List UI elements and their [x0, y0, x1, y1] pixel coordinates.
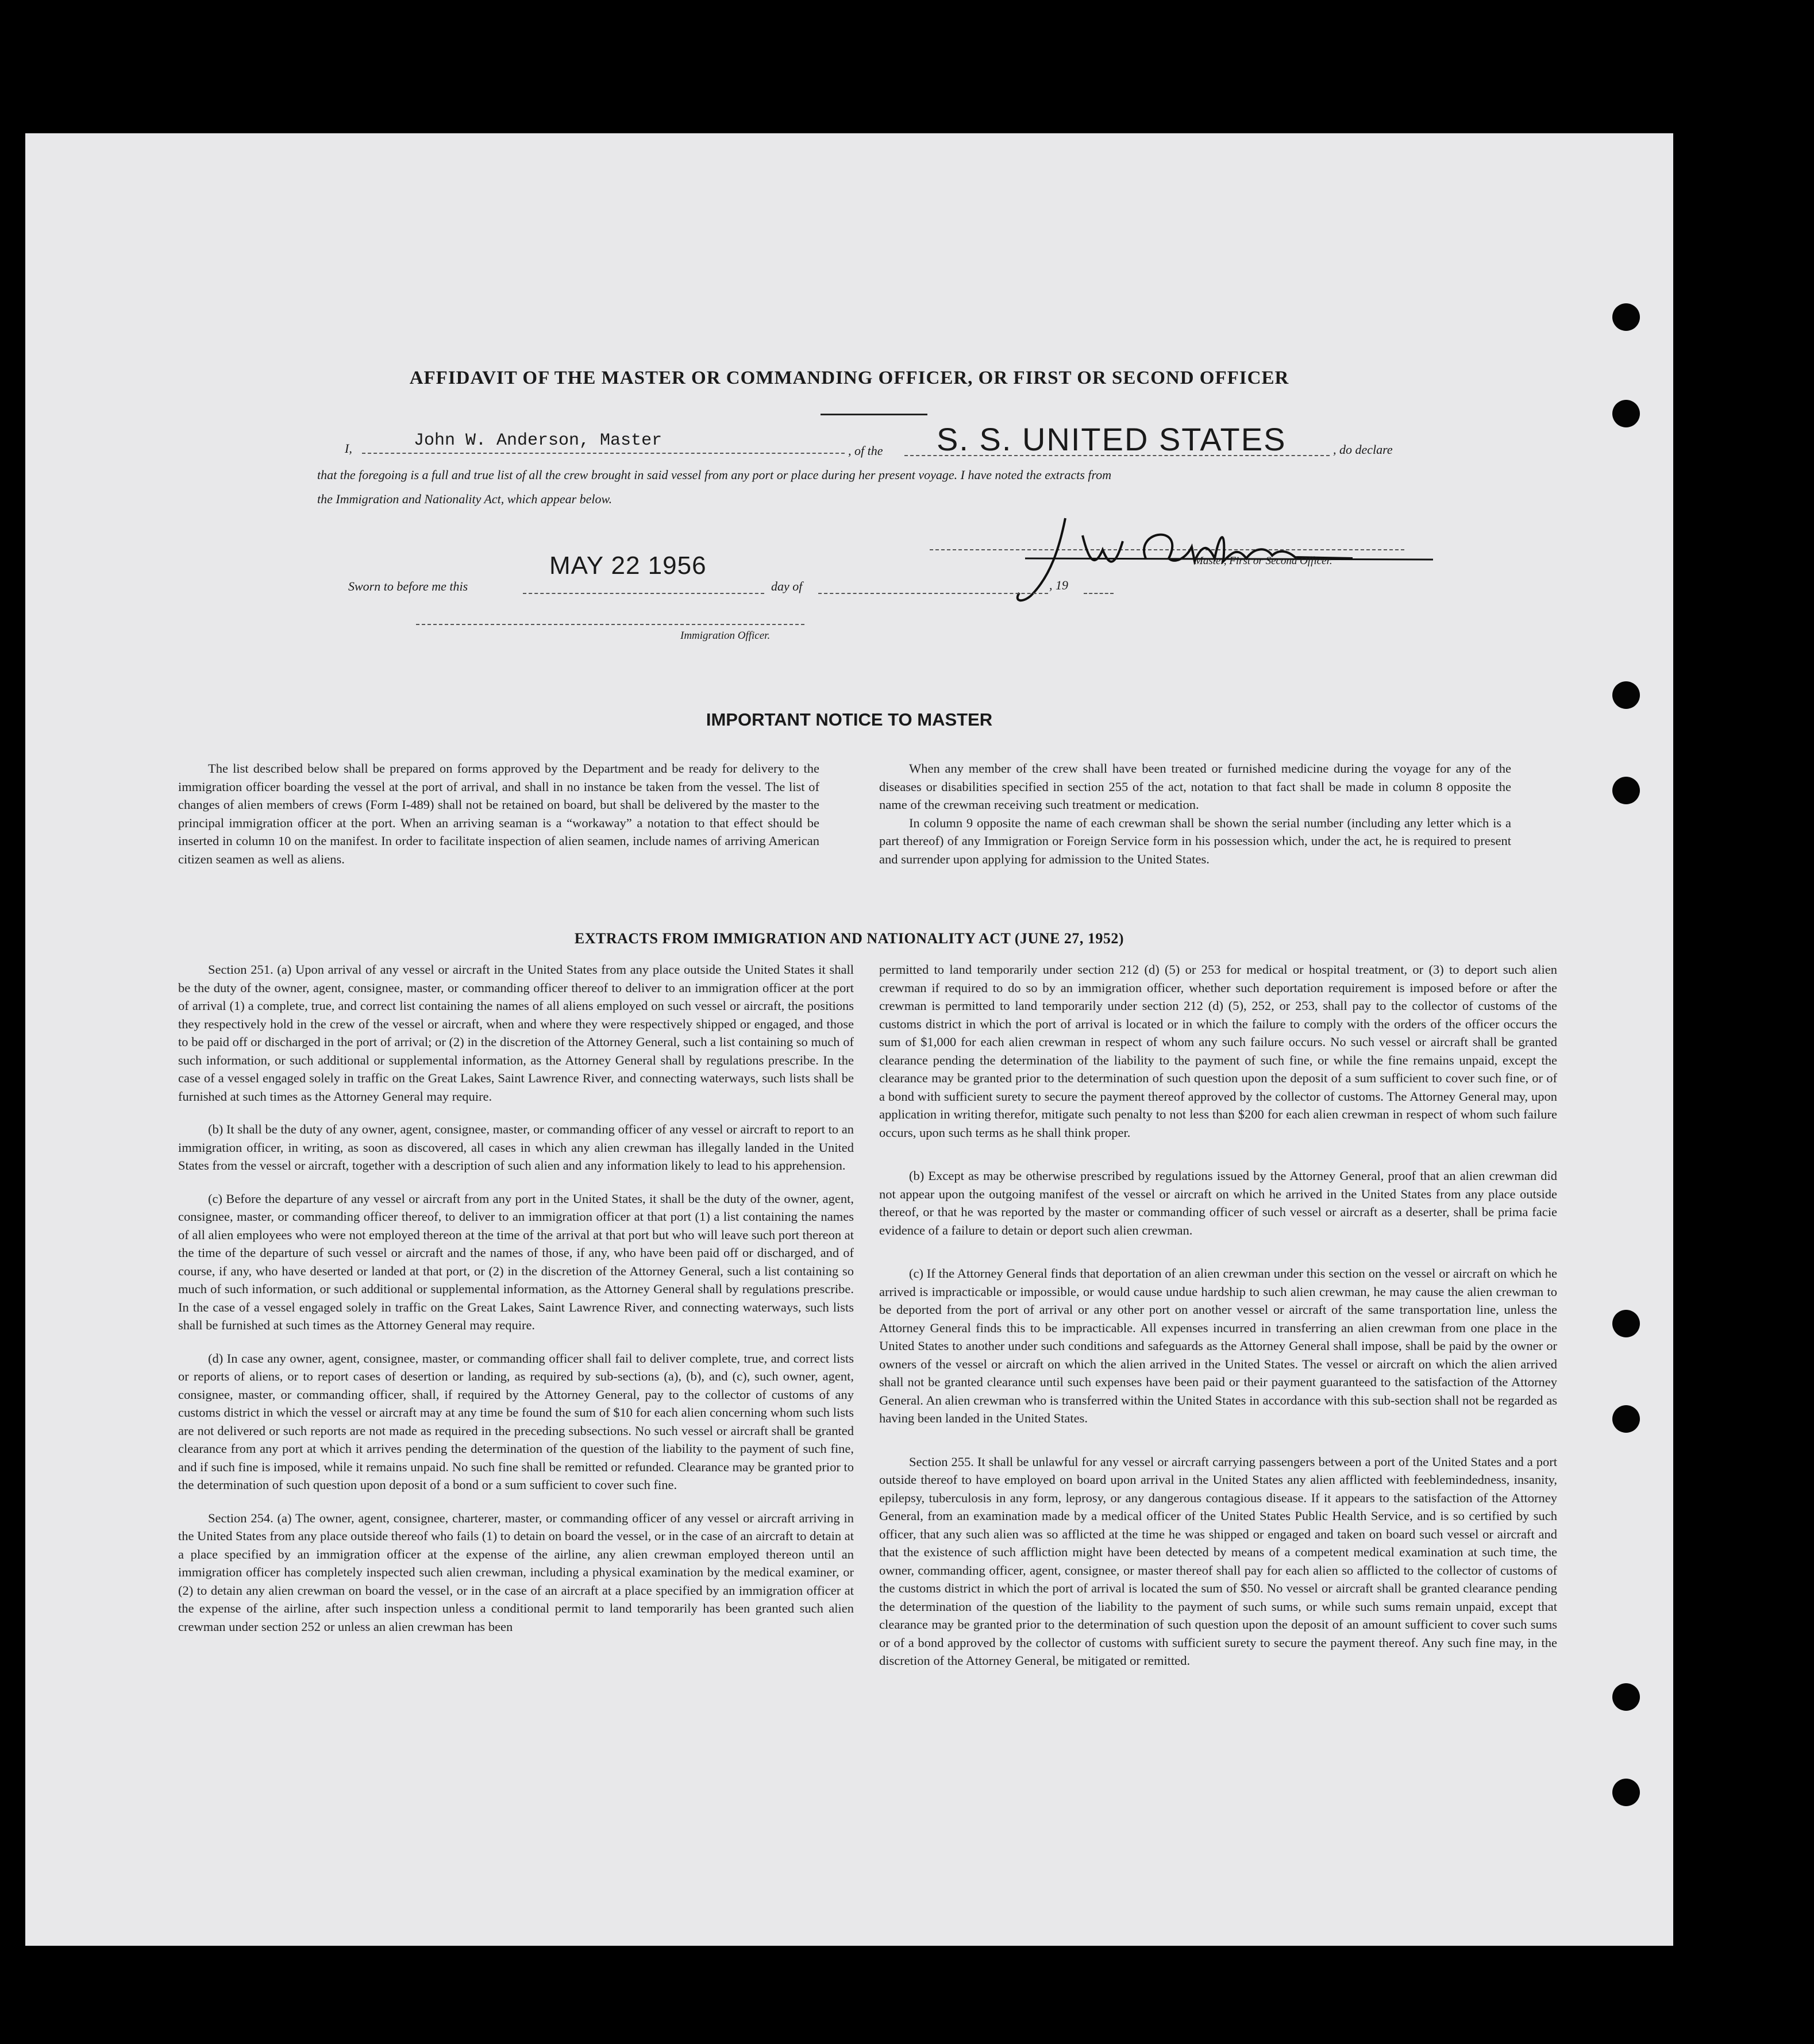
section-254a: Section 254. (a) The owner, agent, consignee, charterer, master, or commanding officer of any vessel or aircraft arriving in the United States from any place outside thereof who fails (1) to detain on board the vessel, or in the case of an aircraft to detain at a place specified by an immigration officer at the expense of the airline, any alien crewman employed thereon until an immigration officer has completely inspected such alien crewman, including a physical examination by the medical examiner, or (2) to detain any alien crewman on board the vessel, or in the case of an aircraft at a place specified by an immigration officer at the expense of the airline, after such inspection unless a conditional permit to land temporarily has been granted such alien crewman under section 252 or unless an alien crewman has been: [178, 1510, 854, 1634]
signature-caption: Master, First or Second Officer.: [1194, 555, 1332, 567]
date-stamp: MAY 22 1956: [549, 552, 707, 580]
punch-hole: [1612, 400, 1640, 427]
notice-right-column: [879, 759, 1511, 883]
punch-hole: [1612, 681, 1640, 709]
punch-hole: [1612, 1405, 1640, 1433]
affidavit-title: AFFIDAVIT OF THE MASTER OR COMMANDING OFFICER, OR FIRST OR SECOND OFFICER: [409, 368, 1289, 388]
section-251a: Section 251. (a) Upon arrival of any vessel or aircraft in the United States from any place outside the United States it shall be the duty of the owner, agent, consignee, master, or commanding officer thereof to deliver to an immigration officer at the port of arrival (1) a complete, true, and correct list containing the names of all aliens employed on such vessel or aircraft, the positions they respectively hold in the crew of the vessel or aircraft, when and where they were respectively shipped or engaged, and those to be paid off or discharged in the port of arrival; or (2) in the discretion of the Attorney General, such a list containing so much of such information, or such additional or supplemental information, as the Attorney General shall by regulations prescribe. In the case of a vessel engaged solely in traffic on the Great Lakes, Saint Lawrence River, and connecting waterways, such lists shall be furnished at such times as the Attorney General may require.: [178, 962, 854, 1104]
month-field: [818, 572, 1048, 594]
section-255: Section 255. It shall be unlawful for any vessel or aircraft carrying passengers between a port of the United States and a port outside thereof to have employed on board upon arrival in the United States any alien afflicted with feeblemindedness, insanity, epilepsy, tuberculosis in any form, leprosy, or any dangerous contagious disease. If it appears to the satisfaction of the Attorney General, from an examination made by a medical officer of the United States Public Health Service, and is so certified by such officer, that any such alien was so afflicted at the time he was shipped or engaged and taken on board such vessel or aircraft and that the existence of such affliction might have been detected by means of a competent medical examination at such time, the owner, commanding officer, agent, consignee, or master thereof shall pay for each alien so afflicted to the collector of customs of the customs district in which the port of arrival is located the sum of $50. No vessel or aircraft shall be granted clearance pending the determination of the question of the liability to the payment of such sums, or while such sums remain unpaid, except that clearance may be granted prior to the determination of such question upon the deposit of an amount sufficient to cover such sums or of a bond approved by the collector of customs with sufficient surety to secure the payment thereof. Any such fine may, in the discretion of the Attorney General, be mitigated or remitted.: [879, 1454, 1557, 1668]
punch-hole: [1612, 1310, 1640, 1337]
section-254a-continued: permitted to land temporarily under section 212 (d) (5) or 253 for medical or hospital treatment, or (3) to deport such alien crewman if required to do so by an immigration officer, whether such deportation requirement is imposed before or after the crewman is permitted to land temporarily under section 212 (d) (5), 252, or 253, shall pay to the collector of customs of the customs district in which the port of arrival is located or in which the failure to comply with the orders of the officer occurs the sum of $1,000 for each alien crewman in respect of whom any such failure occurs. No such vessel or aircraft shall be granted clearance pending the determination of the liability to the payment of such fine, or while the fine remains unpaid, except the clearance may be granted prior to the determination of such question upon the deposit of a sum sufficient to cover such fine, or of a bond with sufficient surety to secure the payment thereof approved by the collector of customs. The Attorney General may, upon application in writing therefor, mitigate such penalty to not less than $200 for each alien crewman in respect of whom such failure occurs, upon such terms as he shall think proper.: [879, 962, 1557, 1140]
i-prefix: I,: [345, 441, 352, 456]
immigration-officer-caption: Immigration Officer.: [680, 630, 771, 642]
do-declare-label: , do declare: [1333, 442, 1393, 457]
punch-hole: [1612, 1779, 1640, 1806]
declarant-name: John W. Anderson, Master: [414, 431, 663, 450]
day-of-label: day of: [771, 579, 803, 593]
of-the-label: , of the: [848, 443, 883, 458]
notice-left-paragraph: The list described below shall be prepared on forms approved by the Department and be ready for delivery to the immigration officer boarding the vessel at the port of arrival, and shall in no instance be taken from the vessel. The list of changes of alien members of crews (Form I-489) shall not be retained on board, but shall be delivered by the master to the principal immigration officer at the port. When an arriving seaman is a “workaway” a notation to that effect should be inserted in column 10 on the manifest. In order to facilitate inspection of alien seamen, include names of arriving American citizen seamen as well as aliens.: [178, 761, 819, 866]
statement-line-2: the Immigration and Nationality Act, which appear below.: [317, 492, 613, 506]
title-underline: [821, 414, 927, 415]
punch-hole: [1612, 303, 1640, 331]
extracts-left-column: [178, 961, 854, 1650]
document-page: [25, 133, 1673, 1946]
notice-right-paragraph-1: When any member of the crew shall have been treated or furnished medicine during the voyage for any of the diseases or disabilities specified in section 255 of the act, notation to that fact shall be made in column 8 opposite the name of the crewman receiving such treatment or medication.: [879, 761, 1511, 812]
notice-right-paragraph-2: In column 9 opposite the name of each crewman shall be shown the serial number (including any letter which is a part thereof) of any Immigration or Foreign Service form in his possession which, under the act, he is required to present and surrender upon applying for admission to the United States.: [879, 815, 1511, 866]
year-label: , 19: [1049, 578, 1068, 592]
vessel-name: S. S. UNITED STATES: [937, 421, 1287, 457]
year-field: [1084, 572, 1114, 594]
punch-hole: [1612, 1683, 1640, 1711]
section-251d: (d) In case any owner, agent, consignee, master, or commanding officer shall fail to deliver complete, true, and correct lists or reports of aliens, or to report cases of desertion or landing, as required by sub-sections (a), (b), and (c), such owner, agent, consignee, master, or commanding officer, shall, if required by the Attorney General, pay to the collector of customs of any customs district in which the vessel or aircraft may at any time be found the sum of $10 for each alien concerning whom such lists are not delivered or such reports are not made as required in the preceding subsections. No such vessel or aircraft shall be granted clearance from any port at which it arrives pending the determination of the question of the liability to the payment of such fine, and if such fine is imposed, while it remains unpaid. No such fine shall be remitted or refunded. Clearance may be granted prior to the determination of such question upon deposit of a bond or a sum sufficient to cover such fine.: [178, 1351, 854, 1492]
statement-line-1: that the foregoing is a full and true list of all the crew brought in said vessel from any port or place during her present voyage. I have noted the extracts from: [317, 468, 1112, 482]
section-251c: (c) Before the departure of any vessel or aircraft from any port in the United States, it shall be the duty of the owner, agent, consignee, master, or commanding officer thereof, to deliver to an immigration officer at that port (1) a list containing the names of all alien employees who were not employed thereon at the time of the arrival at that port but who will leave such port thereon at the time of the departure of such vessel or aircraft and the names of those, if any, who have been paid off or discharged, and of course, if any, who have deserted or landed at that port, or (2) in the discretion of the Attorney General, such a list containing so much of such information, or such additional or supplemental information, as the Attorney General shall by regulations prescribe. In the case of a vessel engaged solely in traffic on the Great Lakes, Saint Lawrence River, and connecting waterways, such lists shall be furnished at such times as the Attorney General may require.: [178, 1191, 854, 1332]
notice-title: IMPORTANT NOTICE TO MASTER: [706, 709, 993, 730]
punch-hole: [1612, 777, 1640, 804]
sworn-label: Sworn to before me this: [348, 579, 468, 593]
section-254b: (b) Except as may be otherwise prescribed by regulations issued by the Attorney General, proof that an alien crewman did not appear upon the outgoing manifest of the vessel or aircraft on which he arrived in the United States from any place outside thereof, or that he was reported by the master or commanding officer of such vessel or aircraft as a deserter, shall be prima facie evidence of a failure to detain or deport such alien crewman.: [879, 1168, 1557, 1237]
extracts-right-column: [879, 961, 1557, 1685]
immigration-officer-line: [416, 610, 804, 625]
section-254c: (c) If the Attorney General finds that deportation of an alien crewman under this section on the vessel or aircraft on which he arrived is impracticable or impossible, or would cause undue hardship to such alien crewman, he may cause the alien crewman to be deported from the port of arrival or any other port on another vessel or aircraft of the same transportation line, unless the Attorney General finds this to be impracticable. All expenses incurred in transferring an alien crewman from one place in the United States to another under such conditions and safeguards as the Attorney General shall impose, shall be paid by the owner or owners of the vessel or aircraft on which the alien arrived in the United States. The vessel or aircraft on which the alien arrived shall not be granted clearance until such expenses have been paid or their payment guaranteed to the satisfaction of the Attorney General. An alien crewman who is transferred within the United States in accordance with this sub-section shall not be regarded as having been landed in the United States.: [879, 1266, 1557, 1425]
extracts-title: EXTRACTS FROM IMMIGRATION AND NATIONALITY ACT (JUNE 27, 1952): [574, 930, 1124, 947]
notice-left-column: [178, 759, 819, 883]
signature: [996, 495, 1456, 610]
section-251b: (b) It shall be the duty of any owner, agent, consignee, master, or commanding officer of any vessel or aircraft to report to an immigration officer, in writing, as soon as discovered, all cases in which any alien crewman has illegally landed in the United States from the vessel or aircraft, together with a description of such alien and any information likely to lead to his apprehension.: [178, 1122, 854, 1173]
